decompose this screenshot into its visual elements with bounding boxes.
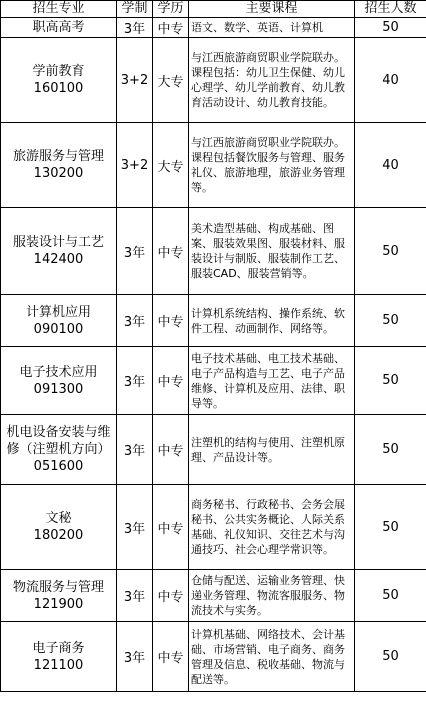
system-cell: 3+2: [117, 123, 153, 208]
header-education: 学历: [153, 1, 189, 18]
enrollment-cell: 50: [355, 347, 426, 415]
table-row: [1, 622, 426, 692]
education-cell: 中专: [153, 570, 189, 622]
enrollment-cell: 40: [355, 123, 426, 208]
header-system: 学制: [117, 1, 153, 18]
major-name: 电子商务: [32, 640, 85, 656]
education-cell: 中专: [153, 208, 189, 295]
courses-cell: 与江西旅游商贸职业学院联办。课程包括餐饮服务与管理、服务礼仪、旅游地理，旅游业务管理等。: [189, 123, 355, 208]
major-name: 服装设计与工艺: [12, 235, 104, 250]
header-major: 招生专业: [1, 1, 117, 18]
table-row: [1, 347, 426, 415]
major-name: 学前教育: [32, 64, 85, 79]
major-cell: [1, 38, 117, 123]
education-cell: 中专: [153, 295, 189, 347]
system-cell: 3年: [117, 622, 153, 692]
table-row: [1, 123, 426, 208]
enrollment-cell: 50: [355, 18, 426, 38]
major-cell: [1, 123, 117, 208]
courses-cell: 计算机系统结构、操作系统、软件工程、动画制作、网络等。: [189, 295, 355, 347]
major-name: 机电设备安装与维修（注塑机方向）: [6, 425, 111, 457]
system-cell: 3年: [117, 570, 153, 622]
courses-cell: 仓储与配送、运输业务管理、快递业务管理、物流客服服务、物流技术与实务。: [189, 570, 355, 622]
enrollment-cell: 50: [355, 415, 426, 485]
major-code: 121900: [33, 596, 84, 612]
system-cell: 3年: [117, 208, 153, 295]
education-cell: 中专: [153, 415, 189, 485]
education-cell: 大专: [153, 123, 189, 208]
major-name: 物流服务与管理: [12, 579, 104, 595]
system-cell: 3年: [117, 415, 153, 485]
table-row: [1, 415, 426, 485]
enrollment-cell: 50: [355, 208, 426, 295]
education-cell: 中专: [153, 347, 189, 415]
courses-cell: 与江西旅游商贸职业学院联办。课程包括：幼儿卫生保健、幼儿心理学、幼儿学前教育、幼儿教育活动设计、幼儿教育技能。: [189, 38, 355, 123]
major-cell: [1, 208, 117, 295]
table-row: [1, 18, 426, 38]
system-cell: 3年: [117, 295, 153, 347]
major-name: 电子技术应用: [19, 364, 98, 380]
courses-cell: 商务秘书、行政秘书、会务会展秘书、公共实务概论、人际关系基础、礼仪知识、交往艺术与沟通技巧、社会心理学常识等。: [189, 485, 355, 570]
major-cell: [1, 485, 117, 570]
enrollment-cell: 50: [355, 622, 426, 692]
education-cell: 中专: [153, 18, 189, 38]
major-code: 160100: [33, 81, 84, 96]
major-name: 文秘: [45, 511, 72, 526]
enrollment-cell: 50: [355, 570, 426, 622]
table-row: [1, 295, 426, 347]
major-code: 051600: [33, 459, 84, 474]
enrollment-cell: 50: [355, 485, 426, 570]
table-row: [1, 208, 426, 295]
education-cell: 大专: [153, 38, 189, 123]
table-row: [1, 38, 426, 123]
courses-cell: 电子技术基础、电工技术基础、电子产品构造与工艺、电子产品维修、计算机及应用、法律、职导等。: [189, 347, 355, 415]
enrollment-cell: 50: [355, 295, 426, 347]
major-name: 旅游服务与管理: [12, 149, 104, 164]
system-cell: 3年: [117, 485, 153, 570]
major-code: 180200: [33, 528, 84, 543]
major-cell: [1, 570, 117, 622]
courses-cell: 注塑机的结构与使用、注塑机原理、产品设计等。: [189, 415, 355, 485]
major-code: 091300: [33, 381, 84, 397]
header-enrollment: 招生人数: [355, 1, 426, 18]
table-row: [1, 570, 426, 622]
major-name: 计算机应用: [25, 304, 91, 320]
courses-cell: 计算机基础、网络技术、会计基础、市场营销、电子商务、商务管理及信息、税收基础、物流与配送等。: [189, 622, 355, 692]
enrollment-cell: 40: [355, 38, 426, 123]
major-cell: [1, 622, 117, 692]
education-cell: 中专: [153, 485, 189, 570]
major-code: 090100: [33, 321, 84, 337]
major-cell: [1, 18, 117, 38]
system-cell: 3+2: [117, 38, 153, 123]
major-cell: [1, 415, 117, 485]
system-cell: 3年: [117, 18, 153, 38]
major-name: 职高高考: [32, 20, 85, 35]
major-code: 130200: [33, 166, 84, 181]
major-cell: [1, 295, 117, 347]
system-cell: 3年: [117, 347, 153, 415]
header-courses: 主要课程: [189, 1, 355, 18]
major-cell: [1, 347, 117, 415]
courses-cell: 美术造型基础、构成基础、图案、服装效果图、服装材料、服装设计与制版、服装制作工艺、服装CAD、服装营销等。: [189, 208, 355, 295]
major-code: 121100: [33, 657, 84, 673]
header-row: [1, 1, 426, 18]
table-row: [1, 485, 426, 570]
major-code: 142400: [33, 252, 84, 267]
courses-cell: 语文、数学、英语、计算机: [189, 18, 355, 38]
education-cell: 中专: [153, 622, 189, 692]
